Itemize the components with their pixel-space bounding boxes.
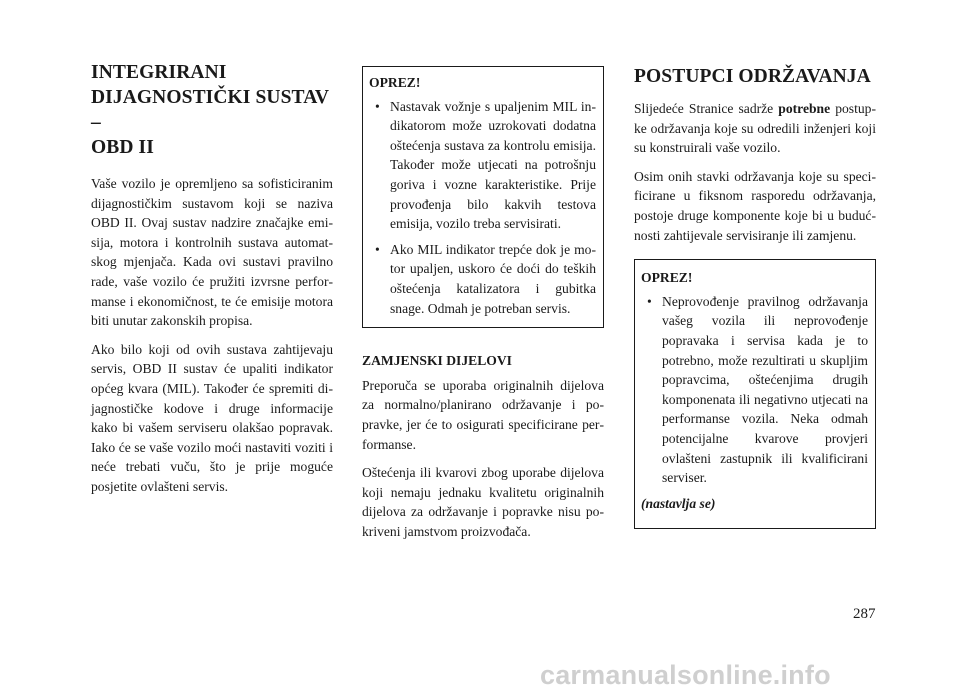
left-column bbox=[91, 60, 333, 506]
maintenance-components-paragraph: Osim onih stavki održavanja koje su specificirane u fiksnom rasporedu održavanja, postoje druge komponente koje bi u budućnosti zahtijevale servisiranje ili zamjenu. bbox=[634, 168, 876, 243]
obd-intro-paragraph: Vaše vozilo je opremljeno sa sofisticiranim dijagnostičkim sustavom koji se naziva OBD II. Ovaj sustav nadzire značajke emisija, motora i kontrolnih sustava automatskog mjenjača. Kada ovi sustavi pravilno rade, vaše vozilo će pružiti izvrsne performanse i ekonomičnost, te će emisije motora biti unutar zakonskih propisa. bbox=[91, 176, 333, 329]
replacement-parts-heading: ZAMJENSKI DIJELOVI bbox=[362, 353, 512, 369]
continued-note: (nastavlja se) bbox=[641, 495, 716, 511]
page-number: 287 bbox=[853, 606, 876, 622]
obd-section-heading bbox=[91, 60, 333, 160]
caution-item: • Neprovođenje pravilnog održavanja vašeg vozila ili neprovođenje popravaka i servisa kada je to potrebno, može rezultirati u skupljim popravcima, oštećenjima drugih komponenata ili negativno utjecati na performanse vozila. Neka odmah potencijalne kvarove provjeri ovlašteni zastupnik ili kvalificirani serviser. bbox=[641, 292, 868, 488]
heading-line: OBD II bbox=[91, 137, 154, 158]
maintenance-caution-box bbox=[634, 259, 876, 529]
maintenance-intro-paragraph bbox=[634, 99, 876, 158]
caution-list bbox=[641, 292, 868, 488]
middle-column bbox=[362, 60, 604, 550]
replacement-parts-paragraph: Preporuča se uporaba originalnih dijelova za normalno/planirano održavanje i popravke, jer će to osigurati specificirane performanse. bbox=[362, 377, 604, 452]
caution-title: OPREZ! bbox=[641, 270, 693, 286]
mil-caution-box bbox=[362, 66, 604, 328]
intro-text-bold: potrebne bbox=[778, 101, 831, 116]
caution-list bbox=[369, 97, 596, 319]
heading-line: DIJAGNOSTIČKI SUSTAV – bbox=[91, 87, 329, 133]
warranty-paragraph: Oštećenja ili kvarovi zbog uporabe dijelova koji nemaju jednaku kvalitetu originalnih dijelova za održavanje i popravke nisu pokriveni jamstvom proizvođača. bbox=[362, 465, 604, 539]
obd-service-paragraph: Ako bilo koji od ovih sustava zahtijevaju servis, OBD II sustav će upaliti indikator općeg kvara (MIL). Također će spremiti dijagnostičke kodove i druge informacije kako bi vašem serviseru olakšao popravak. Iako će se vaše vozilo moći nastaviti voziti i neće trebati vuču, što je prije moguće posjetite ovlašteni servis. bbox=[91, 341, 333, 494]
heading-line: INTEGRIRANI bbox=[91, 62, 227, 83]
intro-text-start: Slijedeće Stranice sadrže bbox=[634, 101, 779, 116]
caution-title: OPREZ! bbox=[369, 75, 421, 90]
right-column bbox=[634, 60, 876, 529]
intro-text-end: postupke održavanja koje su odredili inženjeri koji su konstruirali vaše vozilo. bbox=[634, 101, 876, 156]
watermark-text: carmanualsonline.info bbox=[540, 660, 831, 690]
caution-item: • Ako MIL indikator trepće dok je motor upaljen, uskoro će doći do teških oštećenja katalizatora i gubitka snage. Odmah je potreban servis. bbox=[369, 240, 596, 318]
caution-item: • Nastavak vožnje s upaljenim MIL indikatorom može uzrokovati dodatna oštećenja sustava za kontrolu emisija. Također može utjecati na potrošnju goriva i vozne karakteristike. Prije provođenja bilo kakvih testova emisija, vozilo treba servisirati. bbox=[369, 97, 596, 234]
maintenance-heading: POSTUPCI ODRŽAVANJA bbox=[634, 66, 871, 87]
